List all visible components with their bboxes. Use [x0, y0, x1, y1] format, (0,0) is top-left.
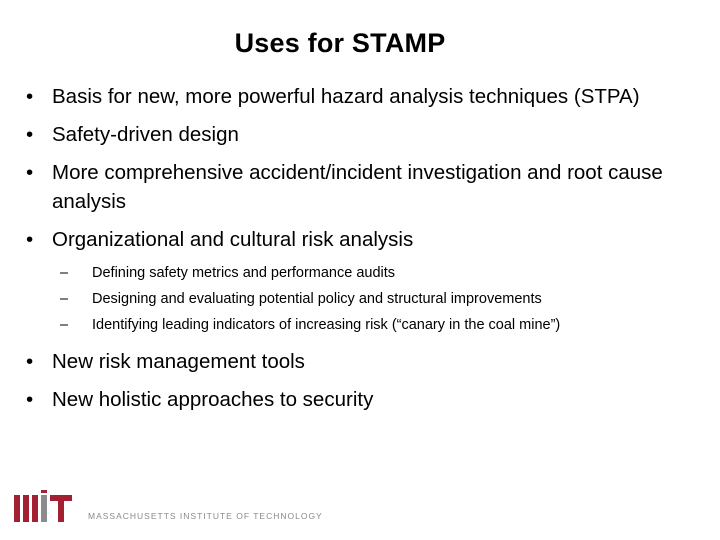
- bullet-item: [24, 82, 714, 111]
- bullet-marker: •: [26, 161, 34, 184]
- slide-title: Uses for STAMP: [234, 28, 446, 58]
- sub-bullet-marker: –: [60, 265, 69, 281]
- bullet-text: Basis for new, more powerful hazard analysis techniques (STPA): [52, 85, 640, 108]
- bullet-text: New holistic approaches to security: [52, 388, 374, 411]
- sub-bullet-item: [60, 312, 714, 338]
- bullet-list: [24, 82, 714, 423]
- bullet-text: New risk management tools: [52, 350, 305, 373]
- bullet-item: [24, 120, 714, 149]
- sub-bullet-list: [52, 260, 714, 338]
- sub-bullet-text: Identifying leading indicators of increasing risk (“canary in the coal mine”): [92, 317, 561, 333]
- mit-logo-icon: [14, 490, 76, 524]
- bullet-marker: •: [26, 388, 34, 411]
- bullet-item: [24, 225, 714, 338]
- bullet-item: [24, 385, 714, 414]
- bullet-marker: •: [26, 123, 34, 146]
- bullet-marker: •: [26, 228, 34, 251]
- sub-bullet-text: Designing and evaluating potential policy and structural improvements: [92, 291, 542, 307]
- bullet-text: Organizational and cultural risk analysis: [52, 228, 414, 251]
- sub-bullet-text: Defining safety metrics and performance audits: [92, 265, 396, 281]
- sub-bullet-marker: –: [60, 291, 69, 307]
- bullet-marker: •: [26, 350, 34, 373]
- footer: [14, 490, 323, 526]
- sub-bullet-item: [60, 286, 714, 312]
- bullet-item: [24, 347, 714, 376]
- sub-bullet-marker: –: [60, 317, 69, 333]
- institution-name: MASSACHUSETTS INSTITUTE OF TECHNOLOGY: [88, 511, 323, 521]
- sub-bullet-item: [60, 260, 714, 286]
- bullet-text: Safety-driven design: [52, 123, 239, 146]
- bullet-item: [24, 158, 714, 216]
- bullet-marker: •: [26, 85, 34, 108]
- bullet-text: More comprehensive accident/incident investigation and root cause analysis: [52, 161, 663, 213]
